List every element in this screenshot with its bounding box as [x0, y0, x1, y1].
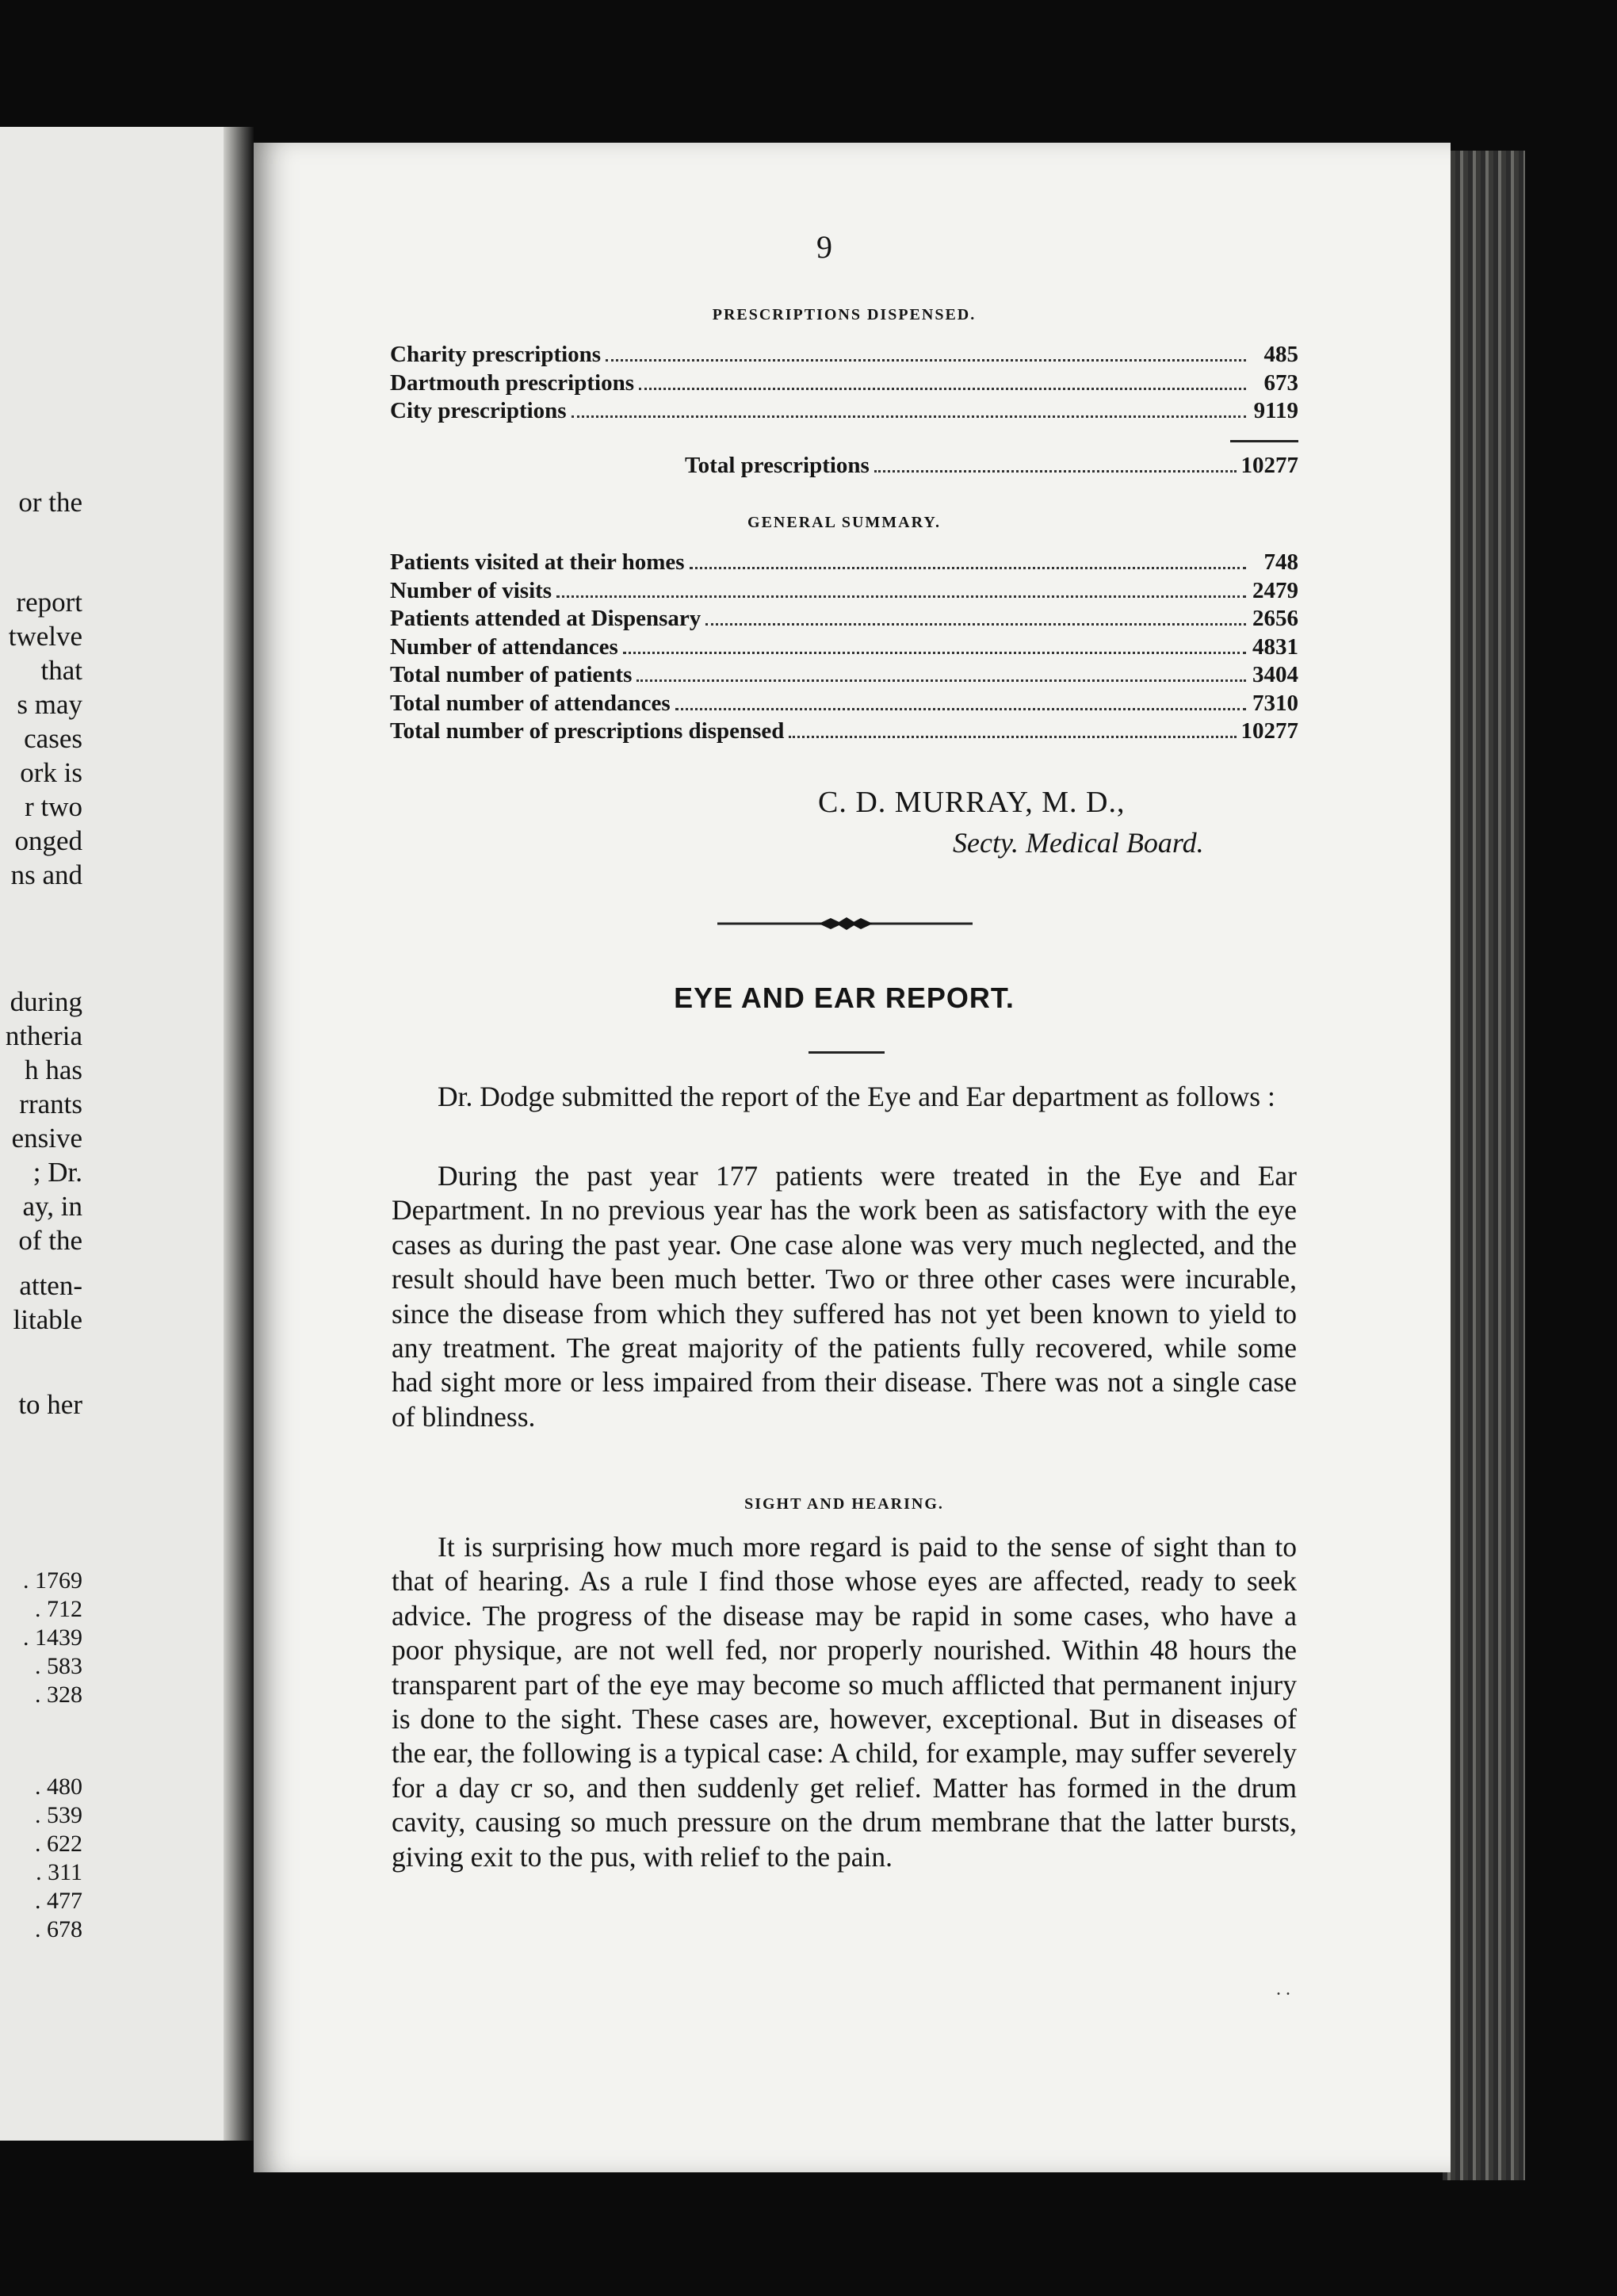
dot-leader: [571, 415, 1246, 418]
sum-rule: [1230, 440, 1298, 442]
left-page-line: litable: [13, 1304, 82, 1335]
row-value: 485: [1263, 342, 1298, 367]
row-label: Total number of attendances: [390, 690, 671, 716]
dot-leader: [556, 595, 1246, 598]
row-label: Patients visited at their homes: [390, 549, 685, 575]
prescriptions-heading: PRESCRIPTIONS DISPENSED.: [712, 306, 977, 323]
row-value: 748: [1263, 549, 1298, 575]
intro-paragraph: Dr. Dodge submitted the report of the Eye and Ear department as follows :: [438, 1081, 1275, 1112]
left-page-line: r two: [25, 791, 82, 822]
row-label: Dartmouth prescriptions: [390, 369, 634, 396]
left-page-line: . 1439: [23, 1624, 82, 1651]
left-page-line: twelve: [8, 621, 82, 652]
left-page-number-column: [23, 1567, 82, 1709]
table-row: [390, 577, 1298, 606]
stray-marks: . .: [1276, 1979, 1290, 1999]
total-value: 10277: [1240, 453, 1298, 478]
dot-leader: [789, 736, 1236, 738]
row-value: 673: [1263, 369, 1298, 396]
left-page-fragment: [18, 1387, 82, 1422]
left-page-line: . 477: [35, 1888, 82, 1914]
left-page-line: . 328: [35, 1682, 82, 1708]
left-page-line: rrants: [19, 1089, 82, 1119]
left-page-line: . 678: [35, 1916, 82, 1942]
table-row: [390, 369, 1298, 398]
left-page-line: . 712: [35, 1596, 82, 1622]
table-row: [390, 690, 1298, 718]
dot-leader: [874, 470, 1237, 473]
left-page-line: s may: [17, 689, 82, 720]
left-page-line: ork is: [20, 757, 82, 788]
left-page-line: ay, in: [22, 1191, 82, 1222]
left-page-line: ensive: [11, 1123, 82, 1154]
sight-and-hearing-heading: SIGHT AND HEARING.: [744, 1495, 944, 1513]
dot-leader: [623, 652, 1246, 654]
row-value: 3404: [1252, 662, 1298, 687]
left-page-fragment: [6, 985, 82, 1257]
left-page-line: . 622: [35, 1831, 82, 1857]
dot-leader: [639, 388, 1246, 390]
page-number: 9: [816, 229, 832, 265]
total-label: Total prescriptions: [685, 453, 870, 478]
dot-leader: [690, 567, 1246, 569]
table-row: [390, 397, 1298, 426]
row-value: 7310: [1252, 690, 1298, 716]
left-page-fragment: [18, 485, 82, 519]
left-page-line: ns and: [10, 859, 82, 890]
row-value: 10277: [1240, 718, 1298, 744]
table-row: [390, 661, 1298, 690]
left-page-line: h has: [25, 1054, 82, 1085]
table-row: [390, 633, 1298, 662]
left-page-line: or the: [18, 487, 82, 518]
general-summary-table: [390, 549, 1298, 746]
left-page-line: atten-: [19, 1270, 82, 1301]
left-page-line: ; Dr.: [32, 1157, 82, 1188]
left-page-fragment: [13, 1269, 82, 1337]
row-value: 9119: [1253, 398, 1298, 423]
left-page-line: . 583: [35, 1653, 82, 1679]
dot-leader: [675, 708, 1246, 710]
dot-leader: [705, 623, 1246, 626]
left-page-line: cases: [24, 723, 82, 754]
left-page-line: . 480: [35, 1774, 82, 1800]
book-page-edges: [1443, 151, 1525, 2180]
signature-name: C. D. MURRAY, M. D.,: [818, 786, 1126, 819]
total-prescriptions-row: [685, 452, 1298, 480]
sight-hearing-paragraph: It is surprising how much more regard is paid to the sense of sight than to that of hearing. As a rule I find those whose eyes are affected, ready to seek advice. The progress of the disease may be rapid in some cases, who have a poor physique, are not well fed, nor properly nourished. Within 48 hours the transparent part of the eye may become so much afflicted that permanent injury is done to the sight. These cases are, however, exceptional. But in diseases of the ear, the following is a typical case: A child, for example, may suffer severely for a day cr so, and then suddenly get relief. Matter has formed in the drum cavity, causing so much pressure on the drum membrane that the latter bursts, giving exit to the pus, with relief to the pain.: [392, 1531, 1297, 1873]
ornament-divider: [717, 912, 973, 936]
row-value: 4831: [1252, 633, 1298, 660]
left-page-line: report: [16, 587, 82, 618]
title-underline: [808, 1051, 885, 1054]
left-page-line: to her: [18, 1389, 82, 1420]
book-gutter-shadow: [224, 127, 254, 2141]
left-page-line: ntheria: [5, 1020, 82, 1051]
table-row: [390, 718, 1298, 746]
general-summary-heading: GENERAL SUMMARY.: [747, 514, 941, 531]
dot-leader: [636, 679, 1246, 682]
signature-title: Secty. Medical Board.: [953, 827, 1204, 859]
table-row: [390, 605, 1298, 633]
prescriptions-table: [390, 341, 1298, 426]
row-label: Charity prescriptions: [390, 342, 602, 367]
left-page-line: that: [40, 655, 82, 686]
row-label: Number of visits: [390, 577, 552, 603]
left-page-line: of the: [18, 1225, 82, 1256]
row-value: 2479: [1252, 577, 1298, 603]
row-label: Number of attendances: [390, 633, 618, 660]
table-row: [390, 341, 1298, 369]
left-page-line: onged: [14, 825, 82, 856]
left-page-fragment: [9, 585, 82, 892]
left-page-line: . 311: [36, 1859, 82, 1885]
row-value: 2656: [1252, 606, 1298, 631]
table-row: [390, 549, 1298, 577]
row-label: Total number of prescriptions dispensed: [390, 718, 785, 744]
report-title: EYE AND EAR REPORT.: [674, 982, 1015, 1014]
left-page-number-column: [35, 1773, 82, 1944]
left-page-line: . 1769: [23, 1567, 82, 1594]
row-label: City prescriptions: [390, 398, 567, 423]
left-page-line: . 539: [35, 1802, 82, 1828]
left-facing-page: [0, 127, 238, 2141]
dot-leader: [606, 359, 1246, 362]
row-label: Total number of patients: [390, 662, 633, 687]
row-label: Patients attended at Dispensary: [390, 606, 701, 631]
left-page-line: during: [10, 986, 82, 1017]
treatment-paragraph: During the past year 177 patients were treated in the Eye and Ear Department. In no previous year has the work been as satisfactory with the eye cases as during the past year. One case alone was very much neglected, and the result should have been much better. Two or three other cases were incurable, since the disease from which they suffered has not yet been known to yield to any treatment. The great majority of the patients fully recovered, while some had sight more or less impaired from their disease. There was not a single case of blindness.: [392, 1160, 1297, 1433]
